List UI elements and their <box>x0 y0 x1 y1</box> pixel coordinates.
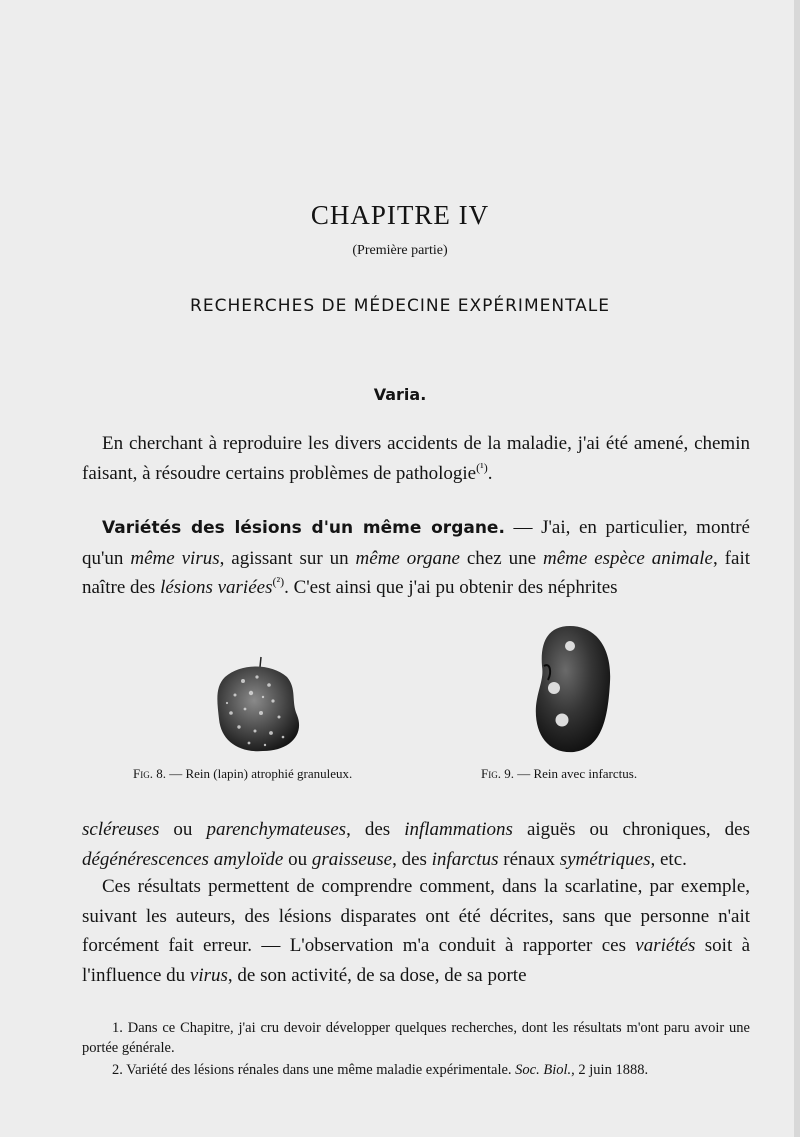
footnote-ref-2[interactable]: (²) <box>272 574 285 589</box>
paragraph-text: rénaux <box>498 848 560 870</box>
paragraph-text: , agissant sur un <box>219 547 356 569</box>
varia-heading: Varia. <box>373 385 427 404</box>
paragraph-text: Ces résultats permettent de comprendre comment, dans la scarlatine, par exemple, suivant les auteurs, des lésions disparates ont été décrites, sans que personne n'ait forcément fait erreur. — L'observation m'a conduit à rapporter ces <box>82 876 750 956</box>
caption-text: — Rein avec infarctus. <box>513 766 638 781</box>
section-title: RECHERCHES DE MÉDECINE EXPÉRIMENTALE <box>190 296 610 316</box>
paragraph-text: ou <box>159 819 207 840</box>
italic-term: parenchymateuses <box>206 819 347 840</box>
footnotes <box>82 1018 750 1080</box>
italic-term: dégénérescences amyloïde <box>82 848 284 870</box>
paragraph-varietes <box>82 513 750 603</box>
footnote-ref-1[interactable]: (¹) <box>476 460 488 475</box>
figure-number: Fig. 8. <box>133 766 166 781</box>
paragraph-text: , des <box>346 819 405 840</box>
paragraph-intro <box>82 429 750 488</box>
paragraph-text: chez une <box>459 547 543 569</box>
italic-term: variétés <box>635 935 696 956</box>
italic-term: lésions variées <box>160 577 273 598</box>
footnote-2 <box>82 1060 750 1080</box>
figure-8-caption <box>133 766 352 782</box>
paragraph-lesions <box>82 815 750 874</box>
italic-term: même espèce animale <box>542 547 713 569</box>
italic-term: même organe <box>355 547 460 569</box>
figure-number: Fig. 9. <box>481 766 514 781</box>
paragraph-text: , de son activité, de sa dose, de sa porte <box>227 964 527 986</box>
footnote-text: , 2 juin 1888. <box>571 1062 649 1078</box>
italic-term: scléreuses <box>82 819 160 840</box>
footnote-source: Soc. Biol. <box>515 1062 572 1078</box>
inline-heading: Variétés des lésions d'un même organe. <box>102 518 505 538</box>
footnote-1: 1. Dans ce Chapitre, j'ai cru devoir développer quelques recherches, dont les résultats m'ont paru avoir une portée générale. <box>82 1020 750 1056</box>
paragraph-resultats <box>82 872 750 990</box>
italic-term: infarctus <box>431 848 499 870</box>
paragraph-text: — J'ai, en particulier, montré qu'un <box>82 517 750 569</box>
italic-term: inflammations <box>404 819 513 840</box>
paragraph-text: En cherchant à reproduire les divers accidents de la maladie, j'ai été amené, chemin faisant, à résoudre certains problèmes de pathologie <box>82 433 750 484</box>
chapter-subtitle: (Première partie) <box>352 243 448 258</box>
italic-term: symétriques <box>559 848 651 870</box>
caption-text: — Rein (lapin) atrophié granuleux. <box>165 766 353 781</box>
paragraph-text: , fait naître des <box>82 547 751 598</box>
italic-term: même virus <box>130 547 220 569</box>
paragraph-text: . C'est ainsi que j'ai pu obtenir des néphrites <box>284 577 618 598</box>
paragraph-text: aiguës ou chroniques, des <box>512 819 751 840</box>
paragraph-text: , des <box>392 848 432 870</box>
italic-term: graisseuse <box>311 848 393 870</box>
paragraph-text: soit à l'influence du <box>82 935 750 986</box>
page-edge <box>794 0 800 1137</box>
footnote-text: 2. Variété des lésions rénales dans une même maladie expérimentale. <box>112 1062 516 1078</box>
figure-8-kidney-image <box>213 655 303 755</box>
paragraph-text: , etc. <box>650 848 687 870</box>
chapter-title: CHAPITRE IV <box>310 200 490 230</box>
paragraph-text: . <box>487 462 493 484</box>
figure-9-kidney-image <box>530 622 614 756</box>
figure-9-caption <box>481 766 637 782</box>
italic-term: virus <box>189 964 228 986</box>
paragraph-text: ou <box>283 848 312 870</box>
